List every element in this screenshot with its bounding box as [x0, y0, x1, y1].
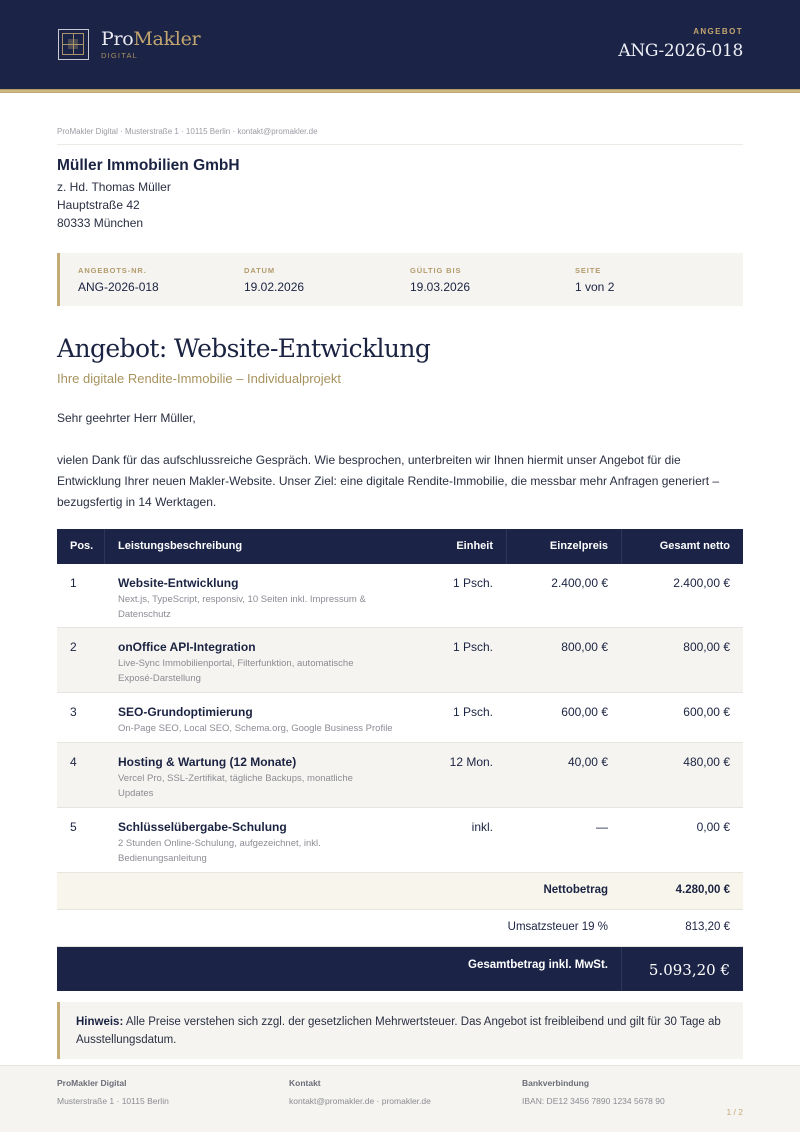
note-label: Hinweis: — [76, 1016, 124, 1028]
net-total-label: Nettobetrag — [543, 884, 608, 896]
greeting: Sehr geehrter Herr Müller, — [57, 411, 196, 425]
item-title: Website-Entwicklung — [118, 576, 239, 590]
page-indicator: 1 / 2 — [726, 1107, 743, 1117]
footer-company: ProMakler Digital Musterstraße 1 · 10115 Berlin — [57, 1078, 169, 1106]
table-row: 2 onOffice API-Integration Live-Sync Immobilienportal, Filterfunktion, automatische Exposé-Darstellung 1 Psch. 800,00 € 800,00 € — [57, 628, 743, 693]
grand-total-value: 5.093,20 € — [648, 961, 730, 979]
page-subtitle: Ihre digitale Rendite-Immobilie – Individualprojekt — [57, 371, 341, 386]
note-text: Alle Preise verstehen sich zzgl. der gesetzlichen Mehrwertsteuer. Das Angebot ist freibleibend und gilt für 30 Tage ab Ausstellungsdatum. — [76, 1016, 721, 1046]
sender-address-line: ProMakler Digital · Musterstraße 1 · 10115 Berlin · kontakt@promakler.de — [57, 127, 318, 136]
footer-contact: Kontakt kontakt@promakler.de · promakler.de — [289, 1078, 431, 1106]
net-total-row — [57, 873, 743, 910]
table-row: 5 Schlüsselübergabe-Schulung 2 Stunden Online-Schulung, aufgezeichnet, inkl. Bedienungsanleitung inkl. — 0,00 € — [57, 808, 743, 873]
table-row: 3 SEO-Grundoptimierung On-Page SEO, Local SEO, Schema.org, Google Business Profile 1 Psch. 600,00 € 600,00 € — [57, 693, 743, 743]
item-title: onOffice API-Integration — [118, 640, 256, 654]
item-title: Hosting & Wartung (12 Monate) — [118, 755, 297, 769]
item-description: Next.js, TypeScript, responsiv, 10 Seiten inkl. Impressum & Datenschutz — [118, 594, 366, 620]
line-items-table — [57, 529, 743, 991]
page-title: Angebot: Website-Entwicklung — [57, 334, 431, 363]
note-box — [57, 1002, 743, 1059]
recipient-city: 80333 München — [57, 216, 144, 230]
grand-total-label: Gesamtbetrag inkl. MwSt. — [468, 959, 608, 971]
table-header — [57, 529, 743, 564]
meta-date: DATUM 19.02.2026 — [244, 266, 305, 294]
meta-valid-until: GÜLTIG BIS 19.03.2026 — [410, 266, 471, 294]
item-description: On-Page SEO, Local SEO, Schema.org, Google Business Profile — [118, 723, 393, 734]
recipient-name: Müller Immobilien GmbH — [57, 157, 240, 174]
tax-value: 813,20 € — [685, 921, 730, 933]
meta-offer-number: ANGEBOTS-NR. ANG-2026-018 — [78, 266, 159, 294]
grand-total-row — [57, 947, 743, 991]
net-total-value: 4.280,00 € — [675, 884, 730, 896]
column-header-total: Gesamt netto — [659, 540, 730, 552]
recipient-contact: z. Hd. Thomas Müller — [57, 180, 171, 194]
document-footer — [0, 1065, 800, 1132]
item-description: Vercel Pro, SSL-Zertifikat, tägliche Backups, monatliche Updates — [118, 773, 353, 799]
tax-label: Umsatzsteuer 19 % — [507, 921, 608, 933]
meta-page: SEITE 1 von 2 — [575, 266, 615, 294]
sender-divider — [57, 144, 743, 145]
footer-bank: Bankverbindung IBAN: DE12 3456 7890 1234 5678 90 — [522, 1078, 665, 1106]
item-description: Live-Sync Immobilienportal, Filterfunktion, automatische Exposé-Darstellung — [118, 658, 354, 684]
document-number: ANG-2026-018 — [618, 41, 743, 61]
column-header-description: Leistungsbeschreibung — [118, 540, 243, 552]
intro-paragraph: vielen Dank für das aufschlussreiche Gespräch. Wie besprochen, unterbreiten wir Ihnen hiermit unser Angebot für die Entwicklung Ihrer neuen Makler-Website. Unser Ziel: eine digitale Rendite-Immobilie, die messbar mehr Anfragen generiert – bezugsfertig in 14 Werktagen. — [57, 453, 720, 509]
item-description: 2 Stunden Online-Schulung, aufgezeichnet, inkl. Bedienungsanleitung — [118, 838, 321, 864]
recipient-street: Hauptstraße 42 — [57, 198, 140, 212]
column-header-unit: Einheit — [456, 540, 493, 552]
item-title: SEO-Grundoptimierung — [118, 705, 253, 719]
tax-row — [57, 910, 743, 947]
item-title: Schlüsselübergabe-Schulung — [118, 820, 287, 834]
document-type: ANGEBOT — [693, 27, 743, 36]
table-row: 4 Hosting & Wartung (12 Monate) Vercel Pro, SSL-Zertifikat, tägliche Backups, monatliche Updates 12 Mon. 40,00 € 480,00 € — [57, 743, 743, 808]
column-header-unit-price: Einzelpreis — [549, 540, 608, 552]
column-header-pos: Pos. — [70, 540, 94, 552]
brand-name: ProMakler — [101, 28, 201, 50]
brand-subtitle: DIGITAL — [101, 51, 139, 60]
offer-meta-box — [57, 253, 743, 306]
window-grid-icon — [58, 29, 89, 60]
document-header — [0, 0, 800, 89]
header-divider — [0, 89, 800, 93]
table-row: 1 Website-Entwicklung Next.js, TypeScript, responsiv, 10 Seiten inkl. Impressum & Datenschutz 1 Psch. 2.400,00 € 2.400,00 € — [57, 564, 743, 628]
